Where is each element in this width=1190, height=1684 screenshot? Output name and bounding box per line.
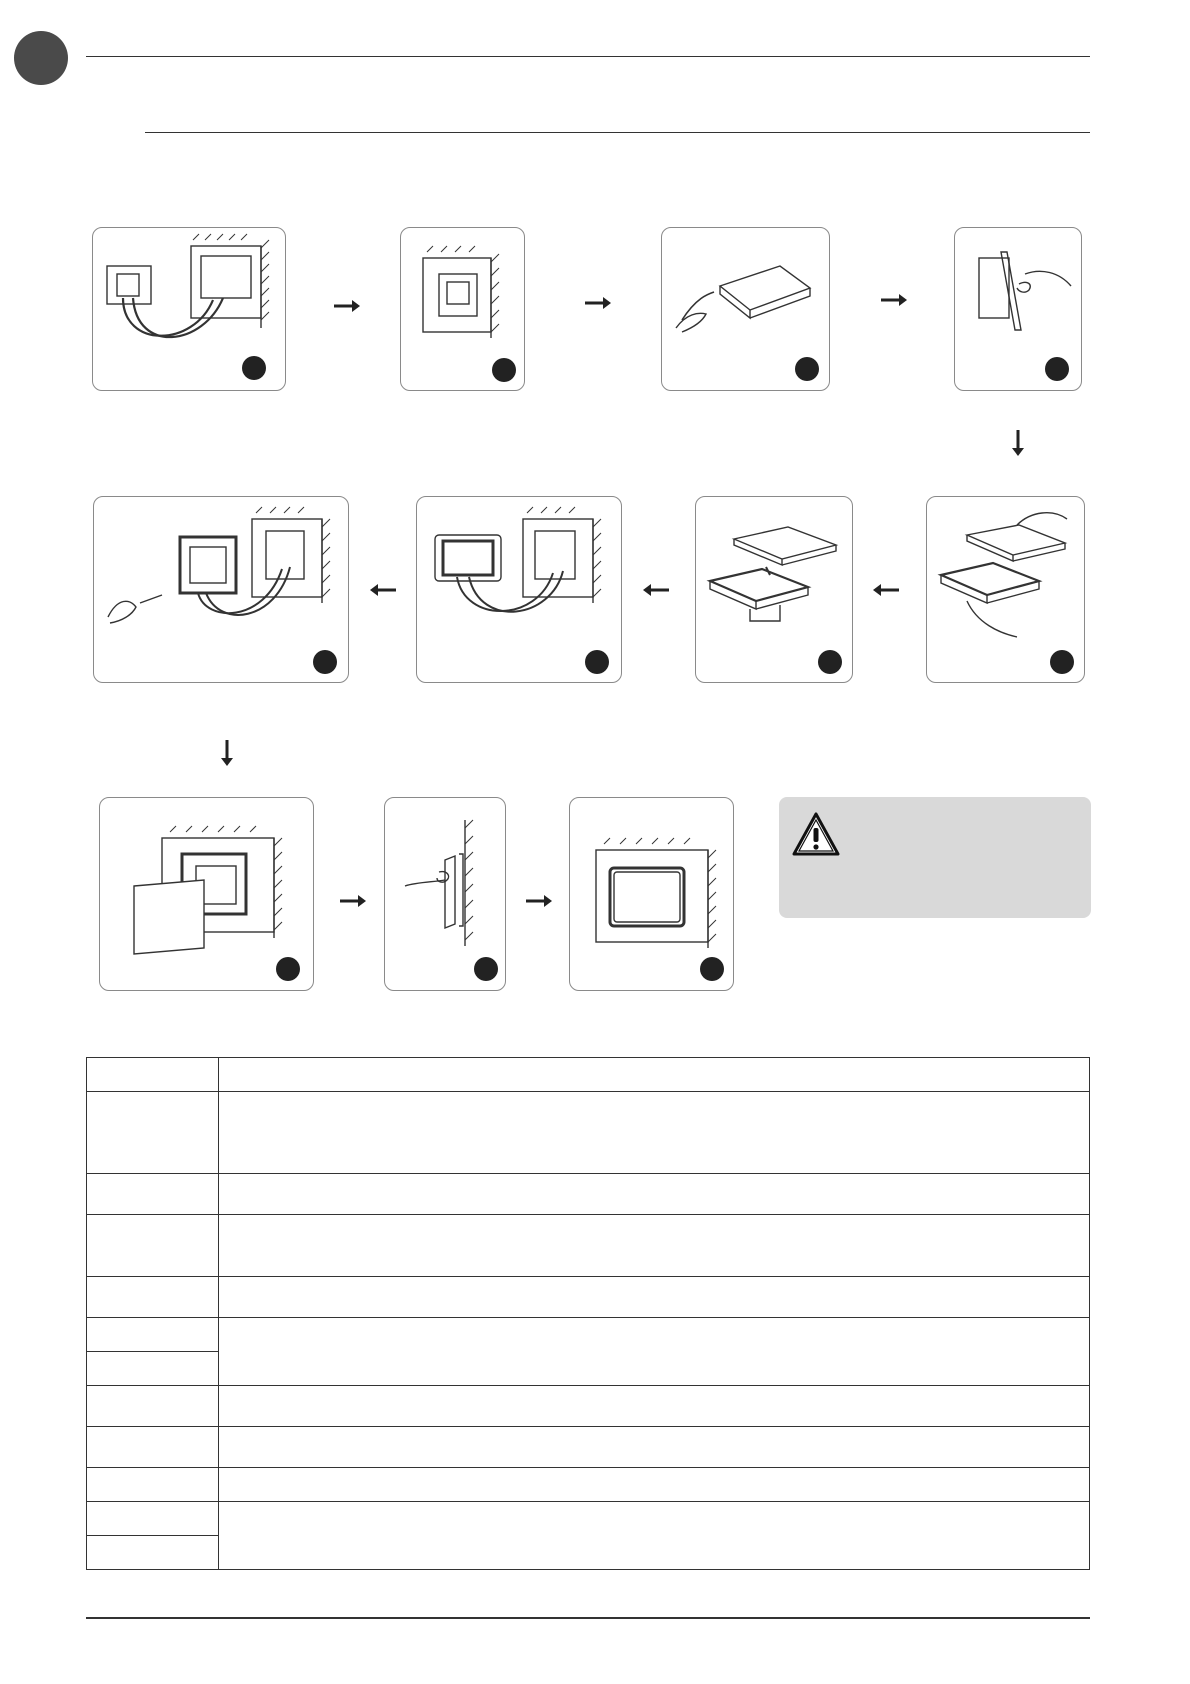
- table-row: [87, 1058, 1090, 1092]
- warning-box: [779, 797, 1091, 918]
- step-7-illustration: [416, 496, 622, 683]
- table-row: [87, 1318, 1090, 1352]
- step-1-illustration: [92, 227, 286, 391]
- table-value-cell: [219, 1427, 1090, 1468]
- step-10-illustration: [384, 797, 506, 991]
- step-6-illustration: [695, 496, 853, 683]
- table-row: [87, 1386, 1090, 1427]
- table-key-cell: [87, 1352, 219, 1386]
- table-value-cell: [219, 1386, 1090, 1427]
- table-key-cell: [87, 1468, 219, 1502]
- step-number-4: [1045, 357, 1069, 381]
- step-number-9: [276, 957, 300, 981]
- table-row: [87, 1427, 1090, 1468]
- table-value-cell: [219, 1318, 1090, 1386]
- table-key-cell: [87, 1174, 219, 1215]
- arrow-right-icon: [526, 894, 552, 912]
- screw-base-icon: [94, 497, 348, 682]
- arrow-right-icon: [340, 894, 366, 912]
- arrow-down-icon: [1012, 430, 1024, 461]
- table-key-cell: [87, 1092, 219, 1174]
- table-key-cell: [87, 1215, 219, 1277]
- table-key-cell: [87, 1502, 219, 1536]
- spec-table: [86, 1057, 1090, 1570]
- title-rule: [145, 132, 1090, 133]
- table-value-cell: [219, 1468, 1090, 1502]
- arrow-left-icon: [370, 583, 396, 601]
- table-value-cell: [219, 1092, 1090, 1174]
- table-key-cell: [87, 1386, 219, 1427]
- step-number-5: [1050, 650, 1074, 674]
- step-5-illustration: [926, 496, 1085, 683]
- step-11-illustration: [569, 797, 734, 991]
- step-3-illustration: [661, 227, 830, 391]
- arrow-down-icon: [221, 740, 233, 771]
- table-row: [87, 1174, 1090, 1215]
- table-row: [87, 1502, 1090, 1536]
- table-row: [87, 1092, 1090, 1174]
- step-number-1: [242, 356, 266, 380]
- header-rule: [86, 56, 1090, 57]
- warning-triangle-icon: [791, 811, 841, 857]
- step-number-7: [585, 650, 609, 674]
- table-value-cell: [219, 1277, 1090, 1318]
- table-value-cell: [219, 1174, 1090, 1215]
- step-number-3: [795, 357, 819, 381]
- step-4-illustration: [954, 227, 1082, 391]
- table-key-cell: [87, 1058, 219, 1092]
- table-key-cell: [87, 1277, 219, 1318]
- arrow-left-icon: [643, 583, 669, 601]
- arrow-right-icon: [334, 299, 360, 317]
- step-number-2: [492, 358, 516, 382]
- table-key-cell: [87, 1318, 219, 1352]
- step-2-illustration: [400, 227, 525, 391]
- arrow-right-icon: [881, 293, 907, 311]
- step-number-6: [818, 650, 842, 674]
- footer-rule: [86, 1617, 1090, 1619]
- section-badge: [14, 31, 68, 85]
- table-value-cell: [219, 1502, 1090, 1570]
- table-key-cell: [87, 1427, 219, 1468]
- table-key-cell: [87, 1536, 219, 1570]
- table-row: [87, 1215, 1090, 1277]
- arrow-right-icon: [585, 296, 611, 314]
- table-value-cell: [219, 1215, 1090, 1277]
- step-8-illustration: [93, 496, 349, 683]
- table-row: [87, 1468, 1090, 1502]
- table-value-cell: [219, 1058, 1090, 1092]
- step-number-11: [700, 957, 724, 981]
- step-number-10: [474, 957, 498, 981]
- table-row: [87, 1277, 1090, 1318]
- arrow-left-icon: [873, 583, 899, 601]
- step-number-8: [313, 650, 337, 674]
- step-9-illustration: [99, 797, 314, 991]
